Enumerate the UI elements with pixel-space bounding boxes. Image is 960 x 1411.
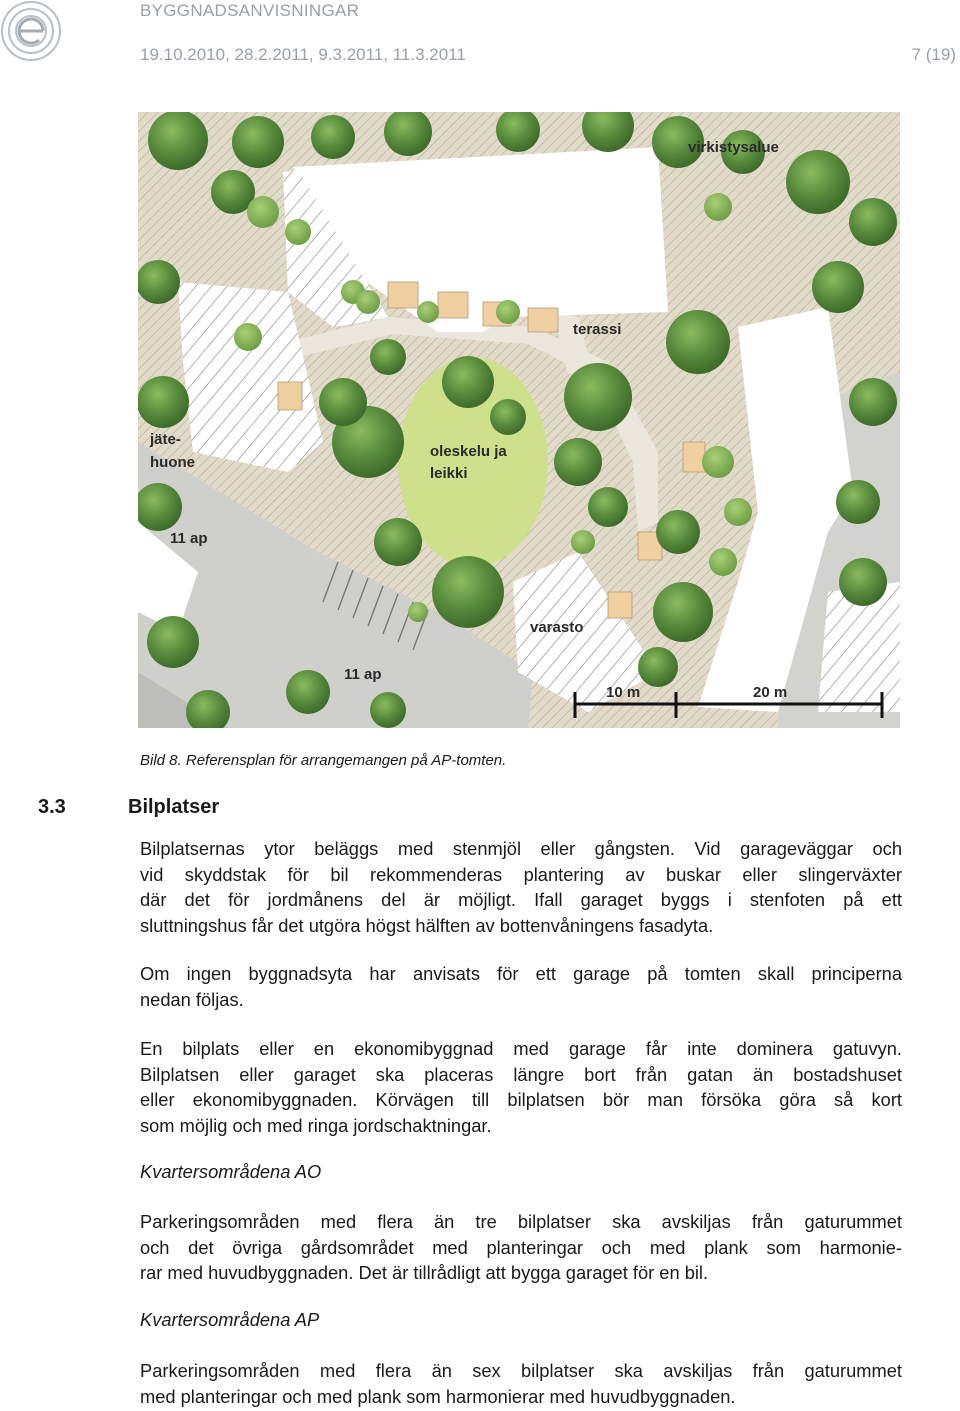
label-11ap-north: 11 ap bbox=[170, 530, 208, 547]
document-dates: 19.10.2010, 28.2.2011, 9.3.2011, 11.3.2011 bbox=[140, 45, 466, 64]
paragraph-placement bbox=[140, 1036, 902, 1138]
text-line: Bilplatsen eller garaget ska placeras längre bort från gatan än bostadshuset bbox=[140, 1063, 902, 1085]
text-line: Parkeringsområden med flera än tre bilplatser ska avskiljas från gaturummet bbox=[140, 1211, 902, 1232]
page-number: 7 (19) bbox=[911, 45, 956, 64]
site-plan-map bbox=[138, 112, 900, 728]
text-line: Parkeringsområden med flera än sex bilplatser ska avskiljas från gaturummet bbox=[140, 1360, 902, 1381]
section-title: Bilplatser bbox=[128, 796, 220, 818]
subheading-ao: Kvartersområdena AO bbox=[140, 1161, 322, 1182]
paragraph-ao bbox=[140, 1209, 902, 1286]
scale-label-10m: 10 m bbox=[606, 684, 641, 701]
text-line: Bilplatsernas ytor beläggs med stenmjöl eller gångsten. Vid garageväggar och bbox=[140, 838, 902, 859]
scale-label-20m: 20 m bbox=[753, 684, 788, 701]
text-line: och det övriga gårdsområdet med planteringar och med plank som harmonie- bbox=[140, 1236, 902, 1258]
figure-caption: Bild 8. Referensplan för arrangemangen på AP-tomten. bbox=[140, 752, 507, 769]
text-line: Om ingen byggnadsyta har anvisats för ett garage på tomten skall principerna bbox=[140, 963, 902, 984]
text-line: sluttningshus får det utgöra högst hälften av bottenvåningens fasadyta. bbox=[140, 914, 714, 936]
text-line: som möjlig och med ringa jordschaktningar. bbox=[140, 1114, 492, 1136]
document-title: BYGGNADSANVISNINGAR bbox=[140, 1, 360, 20]
label-oleskelu-2: leikki bbox=[430, 465, 468, 482]
text-line: vid skyddstak för bil rekommenderas plantering av buskar eller slingerväxter bbox=[140, 863, 902, 885]
label-terassi: terassi bbox=[573, 321, 622, 338]
text-line: med planteringar och med plank som harmonierar med huvudbyggnaden. bbox=[140, 1385, 736, 1407]
text-line: där det för jordmånens del är möjligt. Ifall garaget byggs i stenfoten på ett bbox=[140, 889, 902, 910]
subheading-ap: Kvartersområdena AP bbox=[140, 1309, 320, 1330]
text-line: nedan följas. bbox=[140, 988, 244, 1010]
label-virkistysalue: virkistysalue bbox=[688, 139, 779, 156]
label-jatehuone-1: jäte- bbox=[150, 431, 181, 448]
label-jatehuone-2: huone bbox=[150, 454, 195, 471]
text-line: eller ekonomibyggnaden. Körvägen till bilplatsen bör man försöka göra så kort bbox=[140, 1089, 902, 1110]
paragraph-surfaces bbox=[140, 836, 902, 938]
paragraph-ap bbox=[140, 1358, 902, 1409]
company-logo bbox=[0, 0, 62, 62]
label-oleskelu-1: oleskelu ja bbox=[430, 443, 507, 460]
label-11ap-south: 11 ap bbox=[344, 666, 382, 683]
text-line: En bilplats eller en ekonomibyggnad med garage får inte dominera gatuvyn. bbox=[140, 1038, 902, 1059]
section-number: 3.3 bbox=[38, 796, 66, 818]
text-line: rar med huvudbyggnaden. Det är tillrådligt att bygga garaget för en bil. bbox=[140, 1262, 709, 1283]
paragraph-no-building-area bbox=[140, 961, 902, 1012]
label-varasto: varasto bbox=[530, 619, 584, 636]
